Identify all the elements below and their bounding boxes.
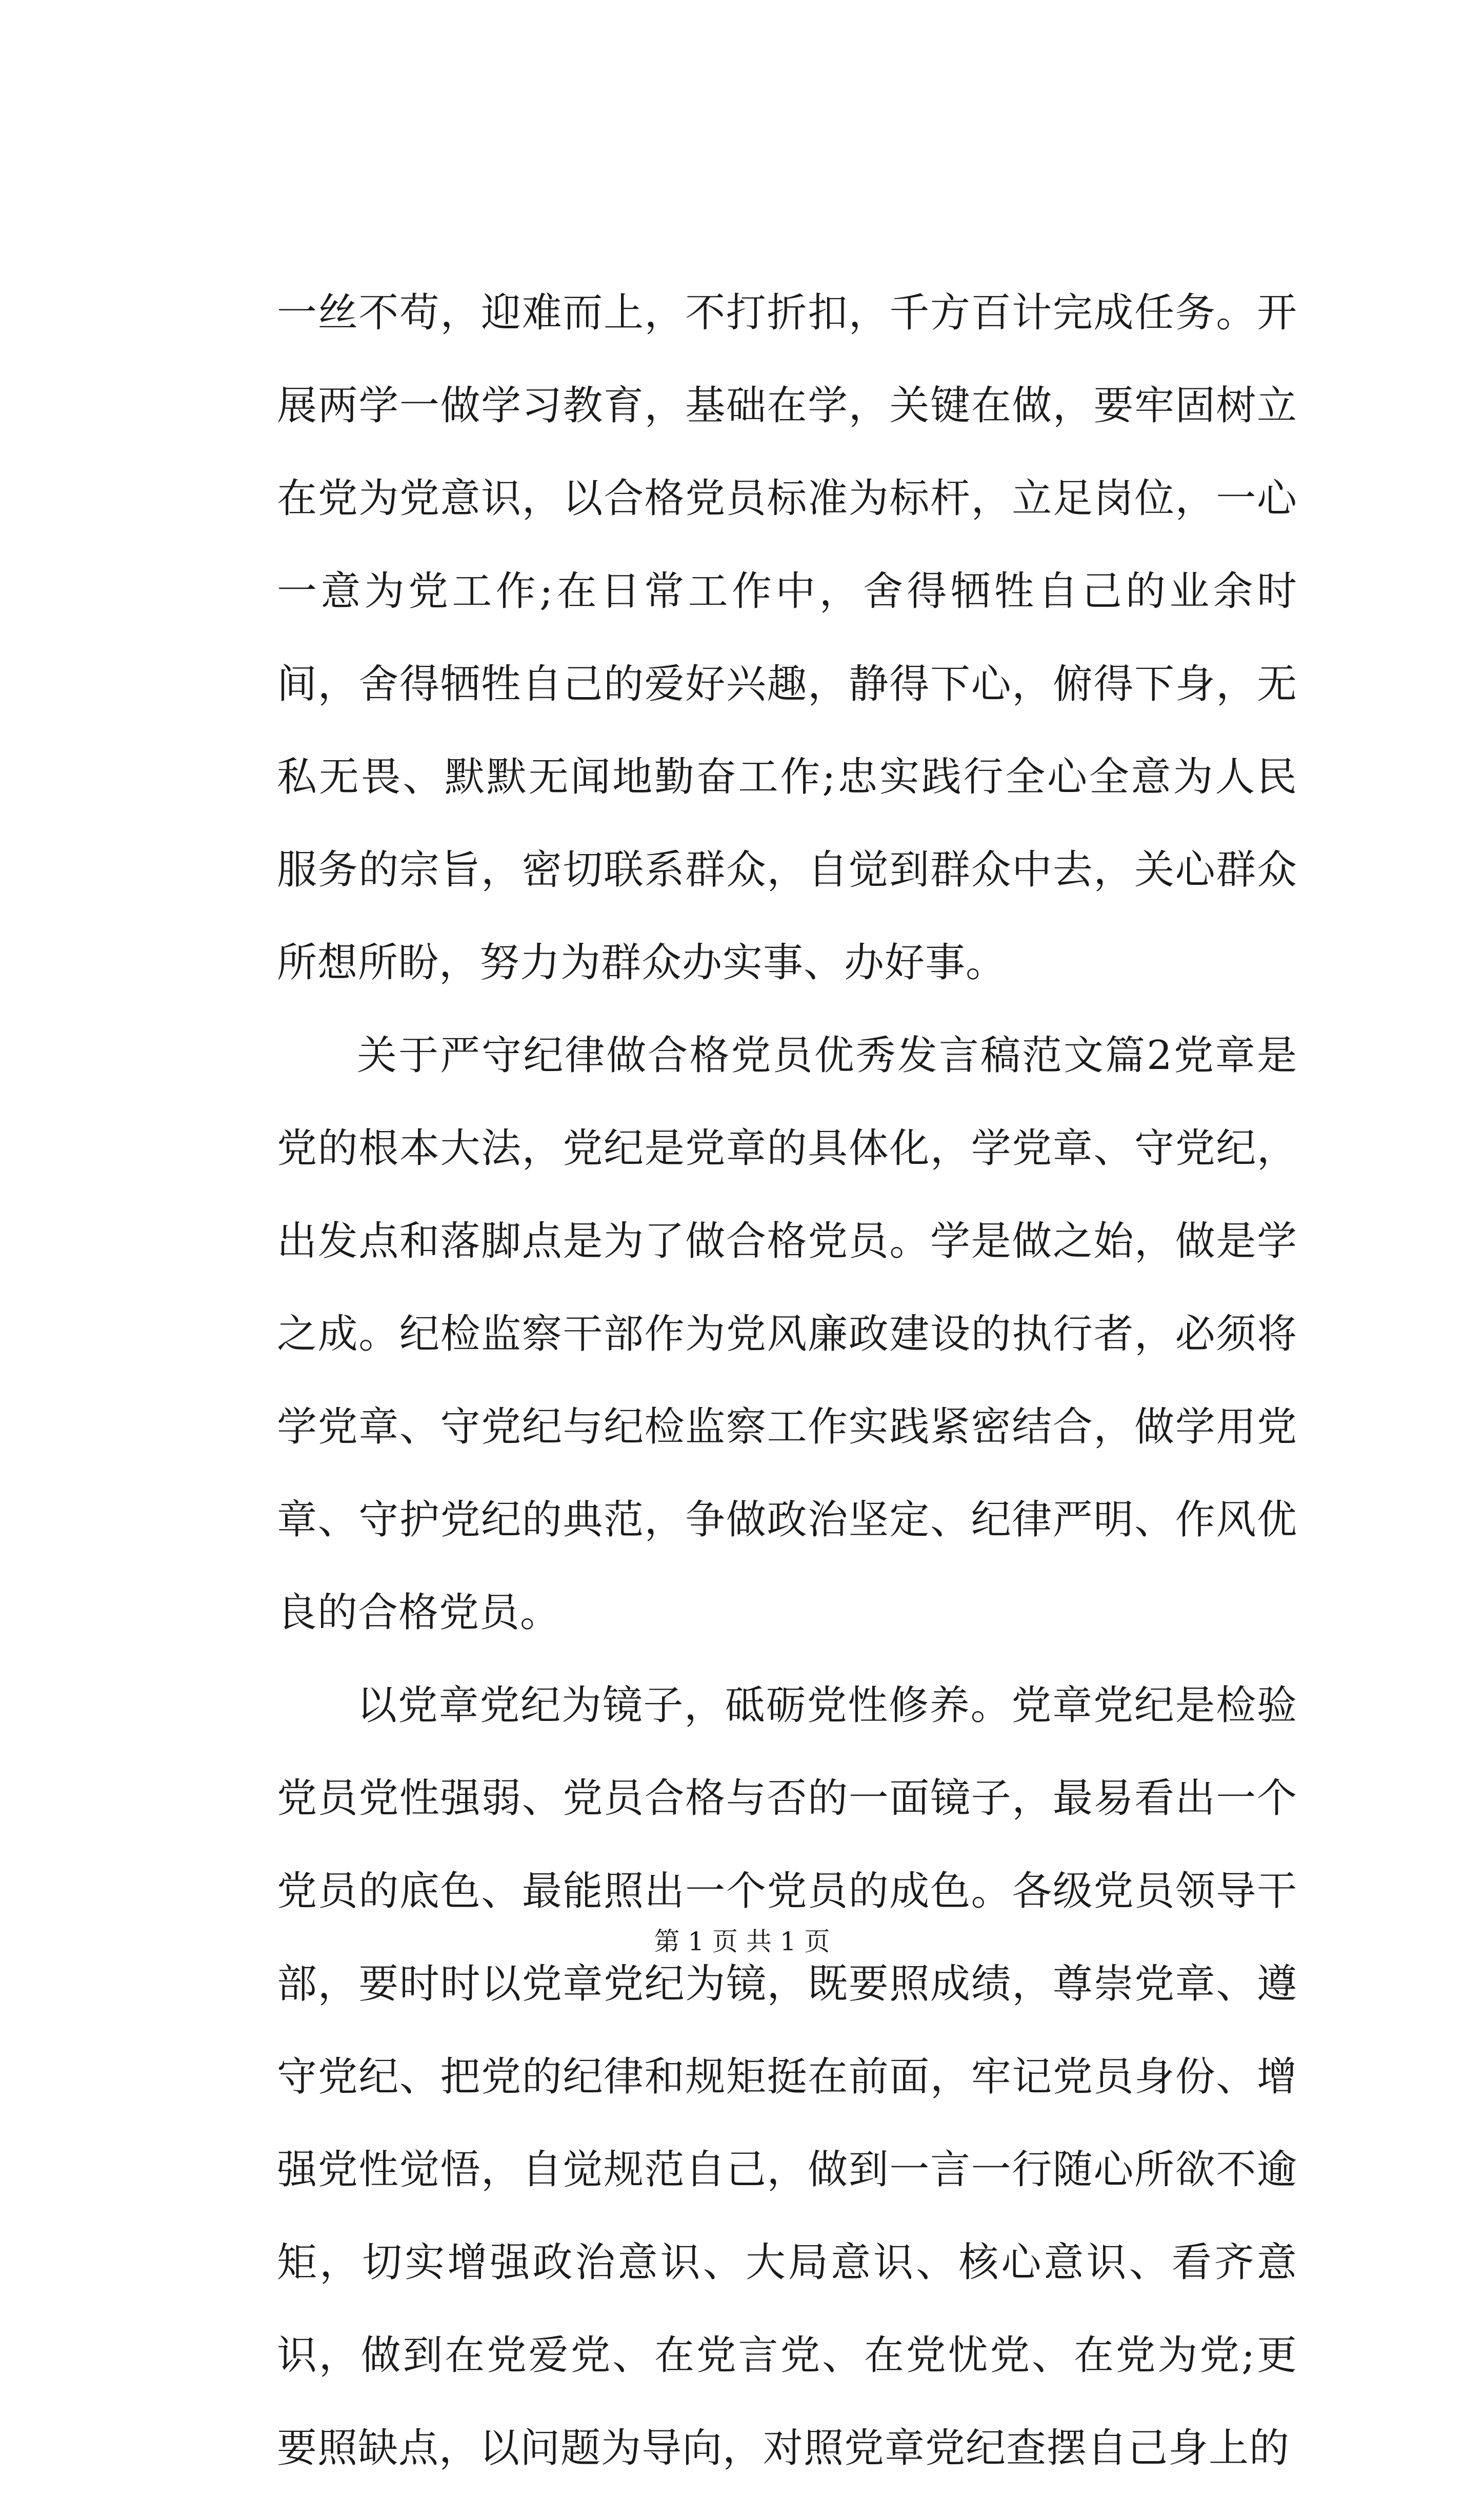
page-number-label: 第 1 页 共 1 页 bbox=[654, 1927, 830, 1956]
paragraph-3: 以党章党纪为镜子，砥砺党性修养。党章党纪是检验党员党性强弱、党员合格与否的一面镜子，最易看出一个党员的底色、最能照出一个党员的成色。各级党员领导干部，要时时以党章党纪为镜，既要照成绩，尊崇党章、遵守党纪、把党的纪律和规矩挺在前面，牢记党员身份、增强党性觉悟，自觉规范自己，做到一言一行随心所欲不逾矩，切实增强政治意识、大局意识、核心意识、看齐意识，做到在党爱党、在党言党、在党忧党、在党为党;更要照缺点，以问题为导向，对照党章党纪查摆自己身上的 bbox=[277, 1682, 1297, 2471]
page-footer bbox=[0, 1926, 1484, 1957]
paragraph-1: 一丝不苟，迎难而上，不打折扣，千方百计完成任务。开展两学一做学习教育，基础在学，关键在做，要牢固树立在党为党意识，以合格党员标准为标杆，立足岗位，一心一意为党工作;在日常工作中，舍得牺牲自己的业余时间，舍得牺牲自己的爱好兴趣，静得下心，俯得下身，无私无畏、默默无闻地勤奋工作;忠实践行全心全意为人民服务的宗旨，密切联系群众，自觉到群众中去，关心群众所想所盼，努力为群众办实事、办好事。 bbox=[277, 290, 1297, 986]
paragraph-2: 关于严守纪律做合格党员优秀发言稿范文篇2党章是党的根本大法，党纪是党章的具体化，学党章、守党纪，出发点和落脚点是为了做合格党员。学是做之始，做是学之成。纪检监察干部作为党风廉政建设的执行者，必须将学党章、守党纪与纪检监察工作实践紧密结合，做学用党章、守护党纪的典范，争做政治坚定、纪律严明、作风优良的合格党员。 bbox=[277, 1033, 1297, 1636]
document-body bbox=[277, 267, 1297, 2495]
